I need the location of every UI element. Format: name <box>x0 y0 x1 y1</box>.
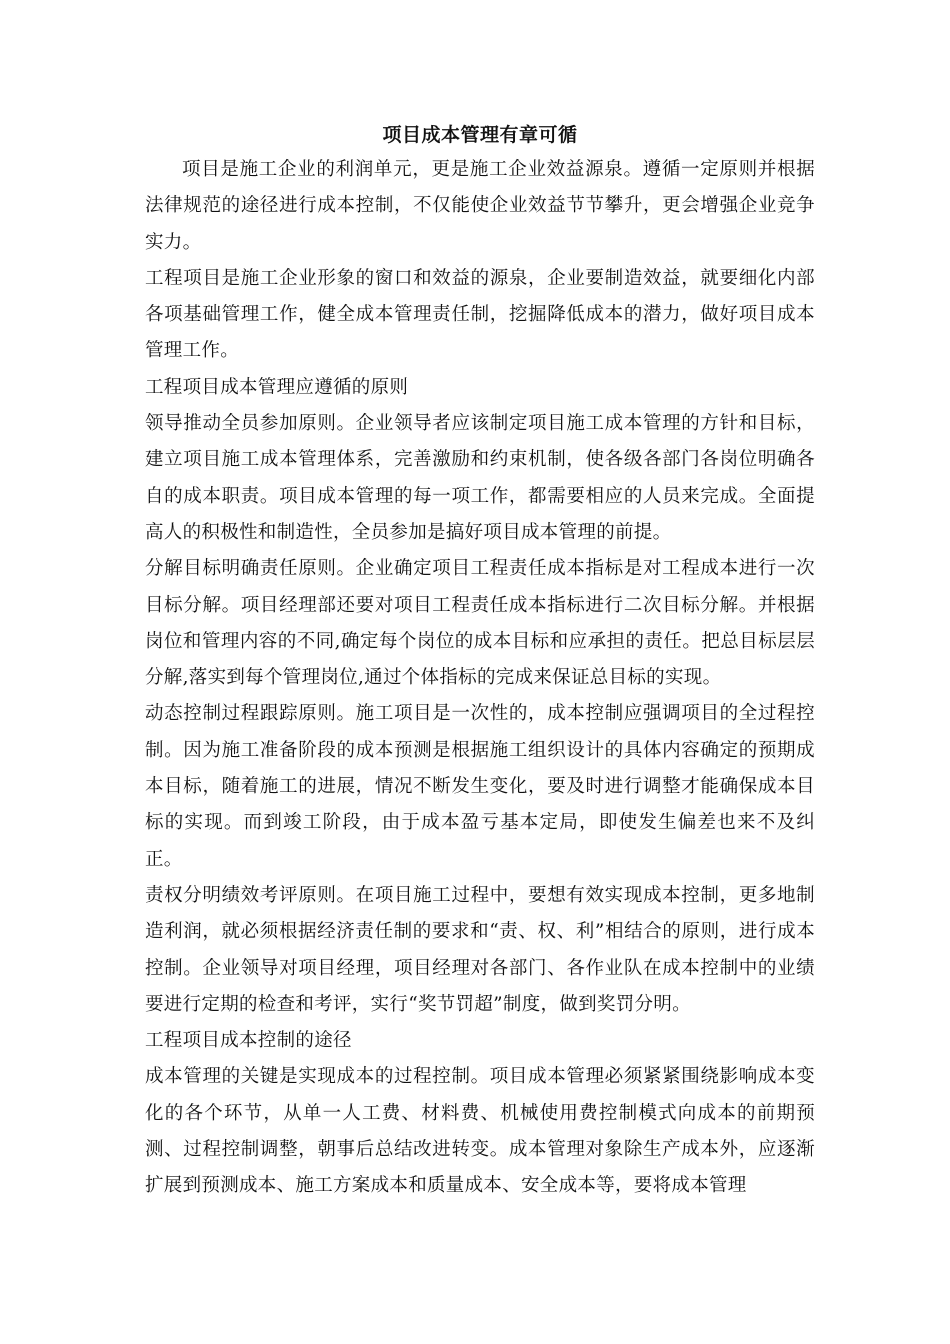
paragraph: 工程项目是施工企业形象的窗口和效益的源泉，企业要制造效益，就要细化内部各项基础管理工作，健全成本管理责任制，挖掘降低成本的潜力，做好项目成本管理工作。 <box>145 267 815 362</box>
paragraph: 责权分明绩效考评原则。在项目施工过程中，要想有效实现成本控制，更多地制造利润，就必须根据经济责任制的要求和“责、权、利”相结合的原则，进行成本控制。企业领导对项目经理，项目经理对各部门、各作业队在成本控制中的业绩要进行定期的检查和考评，实行“奖节罚超”制度，做到奖罚分明。 <box>145 884 815 1015</box>
paragraph-intro: 项目是施工企业的利润单元，更是施工企业效益源泉。遵循一定原则并根据法律规范的途径进行成本控制，不仅能使企业效益节节攀升，更会增强企业竞争实力。 <box>145 159 815 253</box>
document-page <box>145 118 815 1205</box>
section-heading: 工程项目成本管理应遵循的原则 <box>145 376 409 398</box>
paragraph: 领导推动全员参加原则。企业领导者应该制定项目施工成本管理的方针和目标，建立项目施工成本管理体系，完善激励和约束机制，使各级各部门各岗位明确各自的成本职责。项目成本管理的每一项工作，都需要相应的人员来完成。全面提高人的积极性和制造性，全员参加是搞好项目成本管理的前提。 <box>145 413 815 543</box>
paragraph: 成本管理的关键是实现成本的过程控制。项目成本管理必须紧紧围绕影响成本变化的各个环节，从单一人工费、材料费、机械使用费控制模式向成本的前期预测、过程控制调整，朝事后总结改进转变。成本管理对象除生产成本外，应逐渐扩展到预测成本、施工方案成本和质量成本、安全成本等，要将成本管理 <box>145 1066 815 1197</box>
paragraph: 动态控制过程跟踪原则。施工项目是一次性的，成本控制应强调项目的全过程控制。因为施工准备阶段的成本预测是根据施工组织设计的具体内容确定的预期成本目标，随着施工的进展，情况不断发生变化，要及时进行调整才能确保成本目标的实现。而到竣工阶段，由于成本盈亏基本定局，即使发生偏差也来不及纠正。 <box>145 703 815 870</box>
document-title: 项目成本管理有章可循 <box>382 124 578 146</box>
section-heading: 工程项目成本控制的途径 <box>145 1030 352 1052</box>
paragraph: 分解目标明确责任原则。企业确定项目工程责任成本指标是对工程成本进行一次目标分解。项目经理部还要对项目工程责任成本指标进行二次目标分解。并根据岗位和管理内容的不同,确定每个岗位的成本目标和应承担的责任。把总目标层层分解,落实到每个管理岗位,通过个体指标的完成来保证总目标的实现。 <box>145 558 815 689</box>
